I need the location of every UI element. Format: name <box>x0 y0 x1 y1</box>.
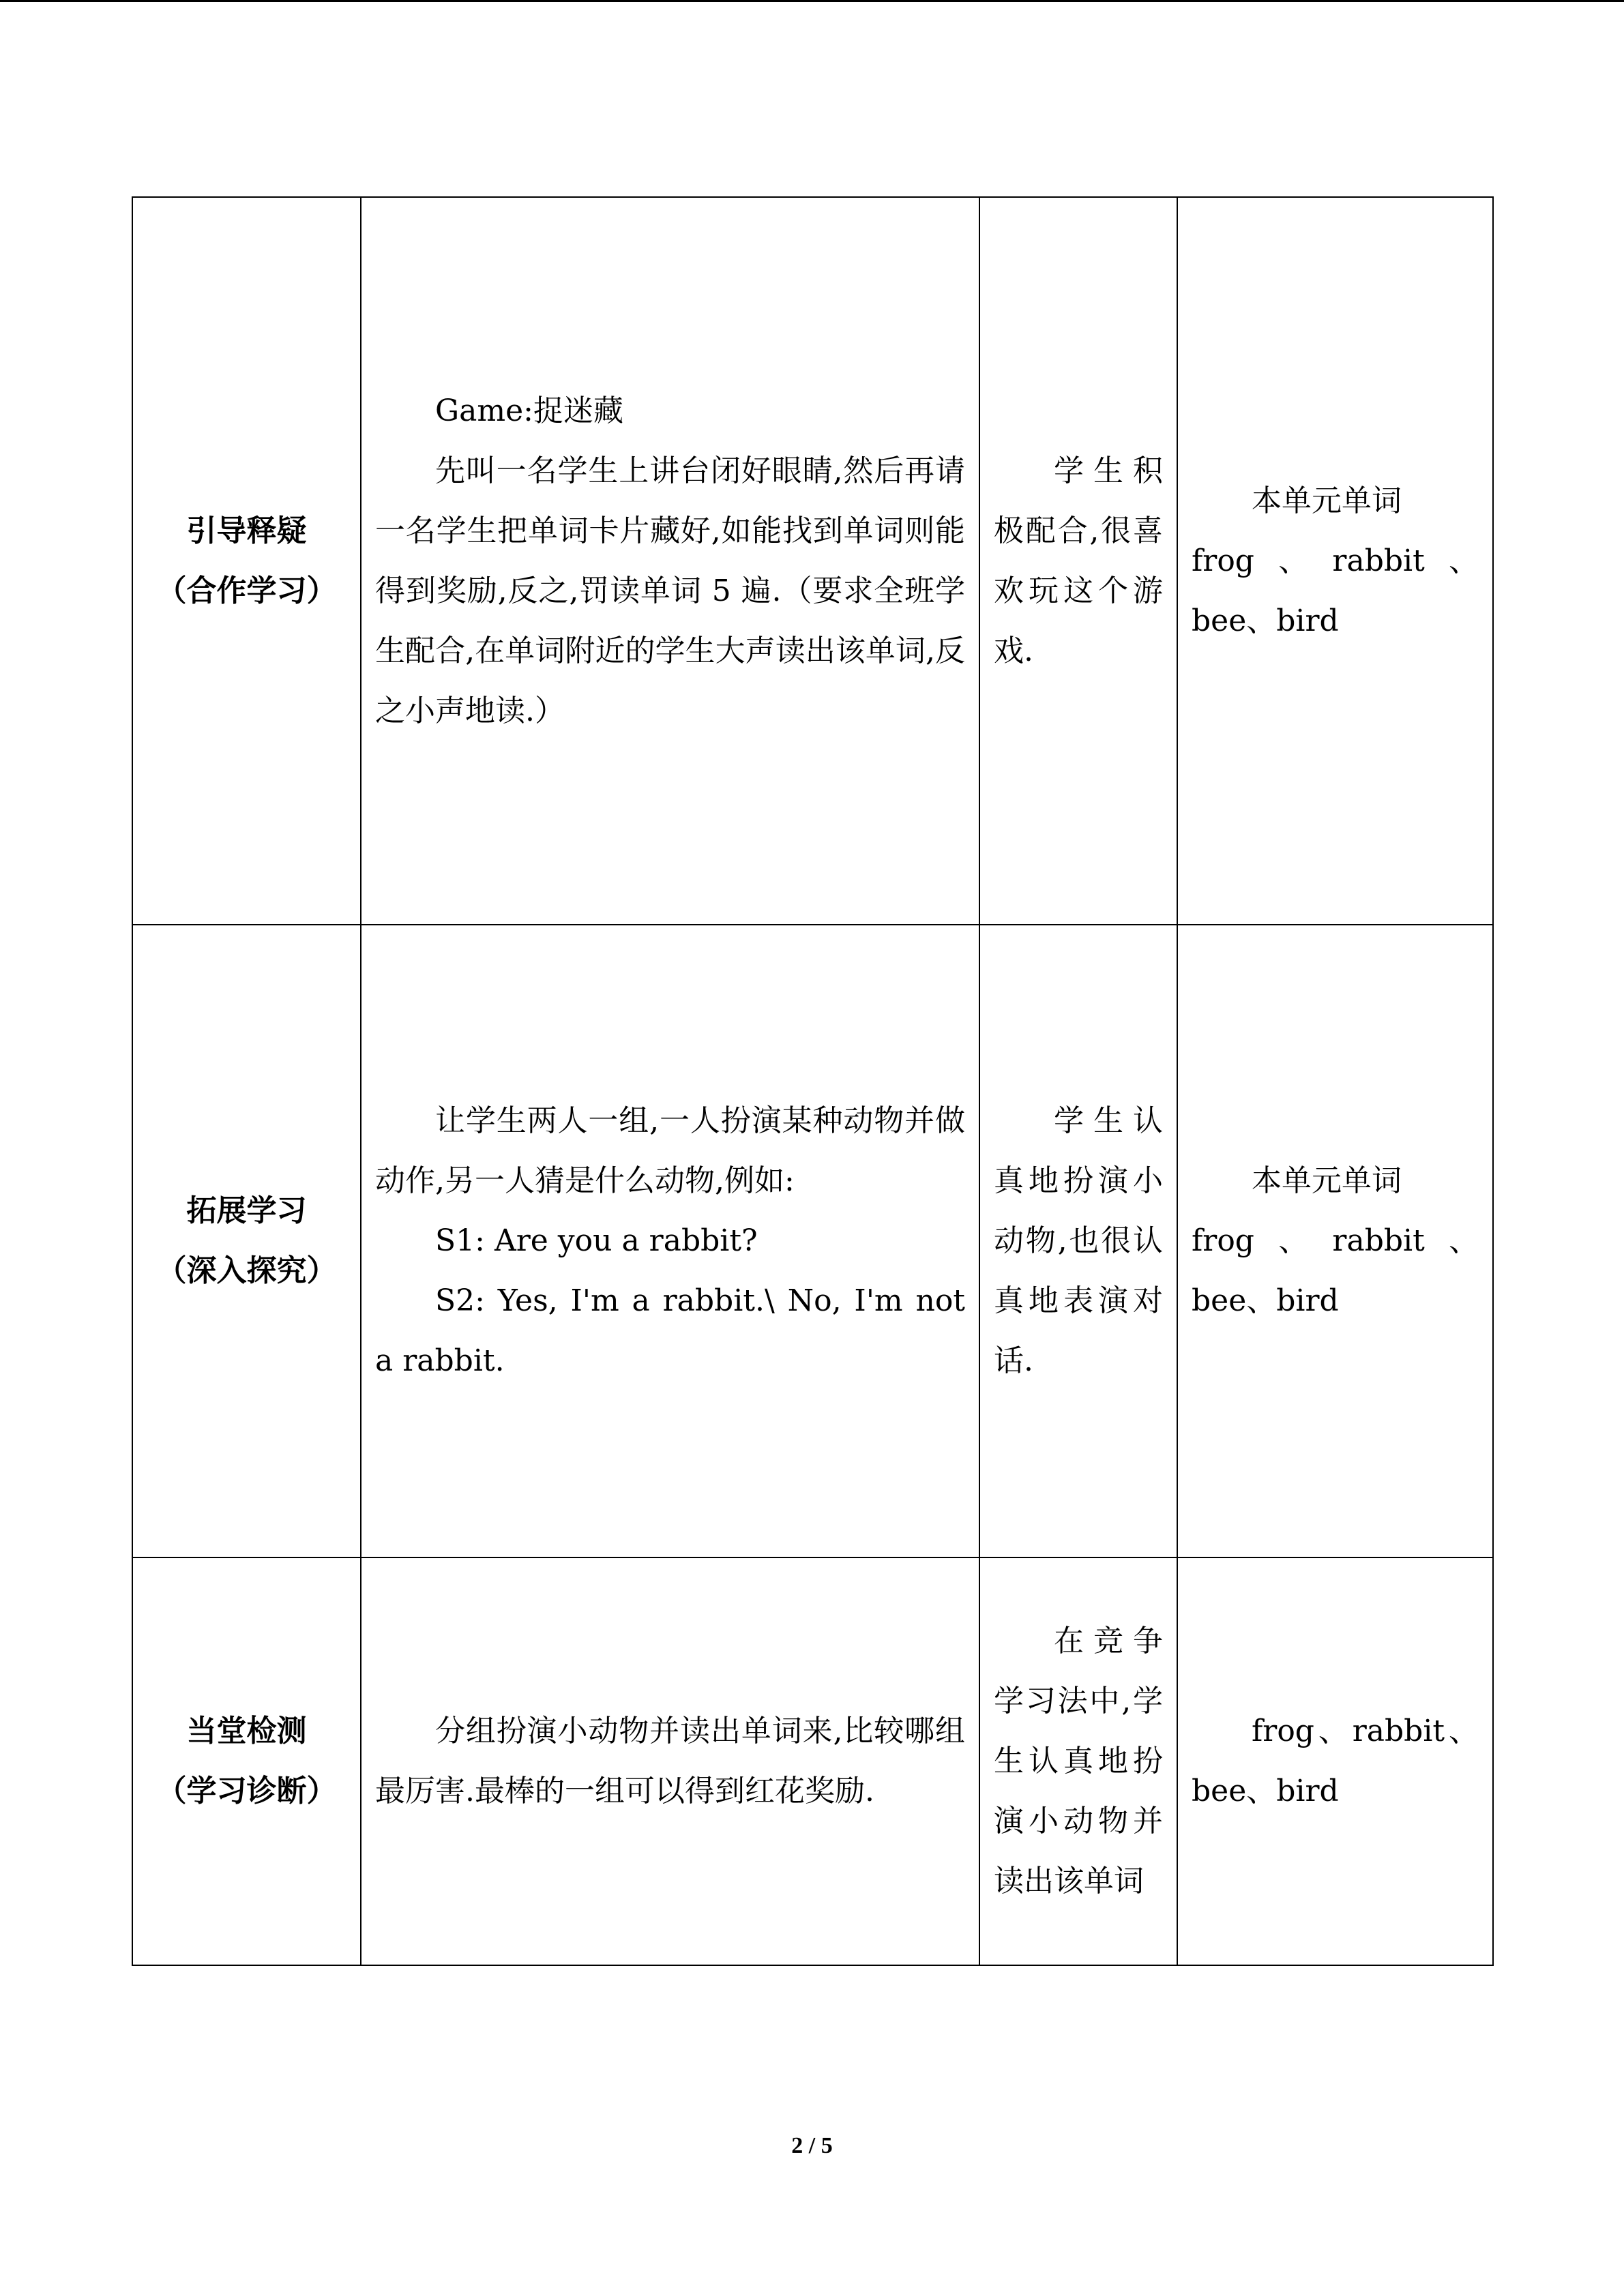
stage-cell <box>132 925 361 1557</box>
vocabulary-words: frog、rabbit、bee、bird <box>1192 1223 1479 1318</box>
stage-title: 引导释疑 <box>186 513 307 548</box>
vocabulary-words: frog、rabbit、bee、bird <box>1192 1714 1479 1808</box>
student-response-text: 学生认真地扮演小动物,也很认真地表演对话. <box>994 1103 1163 1378</box>
student-response-text: 在竞争学习法中,学生认真地扮演小动物并读出该单词 <box>994 1624 1163 1898</box>
vocabulary-cell <box>1177 925 1493 1557</box>
activity-paragraph: 先叫一名学生上讲台闭好眼睛,然后再请一名学生把单词卡片藏好,如能找到单词则能得到奖励,反之,罚读单词 5 遍.（要求全班学生配合,在单词附近的学生大声读出该单词,反之小声地读.） <box>375 453 965 728</box>
vocabulary-title: 本单元单词 <box>1252 483 1402 518</box>
top-border-line <box>0 0 1624 2</box>
table-row <box>132 925 1493 1557</box>
vocabulary-cell <box>1177 197 1493 925</box>
vocabulary-words: frog、rabbit、bee、bird <box>1192 543 1479 638</box>
table-row <box>132 1557 1493 1965</box>
activity-cell <box>361 1557 979 1965</box>
student-response-cell <box>979 925 1177 1557</box>
activity-paragraph: S1: Are you a rabbit? <box>435 1223 758 1258</box>
lesson-plan-table <box>132 196 1494 1966</box>
student-response-text: 学生积极配合,很喜欢玩这个游戏. <box>994 453 1163 668</box>
table-row <box>132 197 1493 925</box>
vocabulary-title: 本单元单词 <box>1252 1163 1402 1198</box>
stage-cell <box>132 197 361 925</box>
activity-cell <box>361 197 979 925</box>
stage-title: 当堂检测 <box>186 1714 307 1748</box>
stage-subtitle: （学习诊断） <box>156 1774 337 1808</box>
student-response-cell <box>979 197 1177 925</box>
stage-subtitle: （深入探究） <box>156 1253 337 1288</box>
activity-cell <box>361 925 979 1557</box>
activity-paragraph: 让学生两人一组,一人扮演某种动物并做动作,另一人猜是什么动物,例如: <box>375 1103 965 1198</box>
activity-paragraph: S2: Yes, I'm a rabbit.\ No, I'm not a rabbit. <box>375 1283 965 1378</box>
vocabulary-cell <box>1177 1557 1493 1965</box>
activity-paragraph: Game:捉迷藏 <box>435 393 623 428</box>
stage-cell <box>132 1557 361 1965</box>
student-response-cell <box>979 1557 1177 1965</box>
page-number: 2 / 5 <box>791 2133 833 2158</box>
activity-paragraph: 分组扮演小动物并读出单词来,比较哪组最厉害.最棒的一组可以得到红花奖励. <box>375 1714 965 1808</box>
stage-subtitle: （合作学习） <box>156 573 337 608</box>
stage-title: 拓展学习 <box>186 1193 307 1228</box>
